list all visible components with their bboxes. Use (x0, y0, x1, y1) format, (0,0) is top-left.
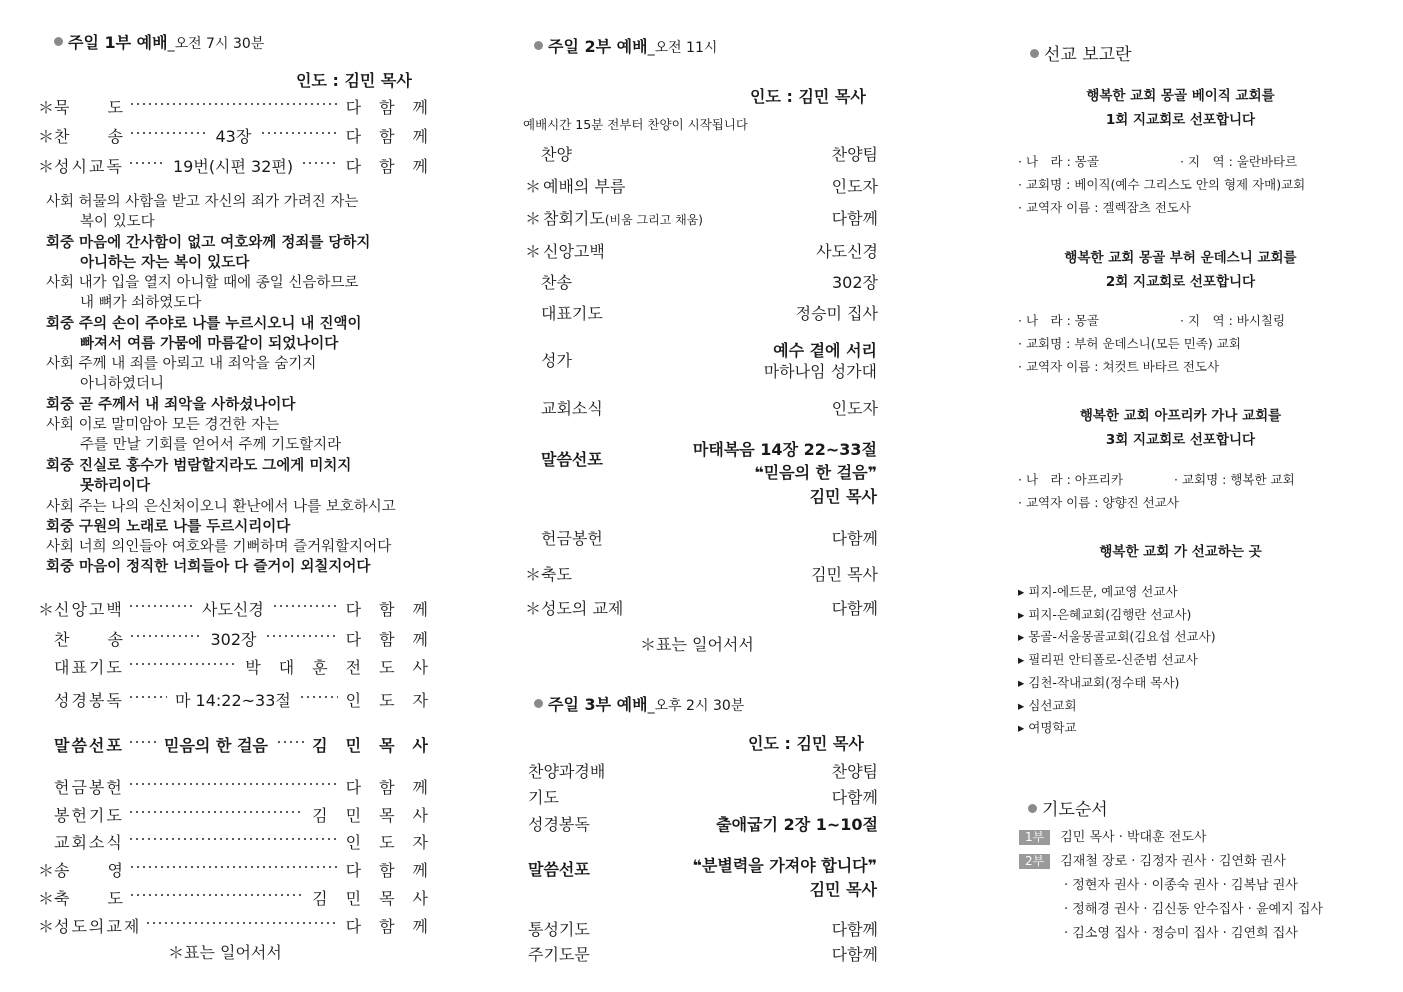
order-value: 인도자 (831, 177, 878, 196)
order-label (541, 142, 572, 165)
church-heading-sub: 1회 지교회로 선포합니다 (1105, 112, 1256, 128)
order-label: 성경봉독 (54, 691, 124, 710)
church-info-line: · 나 라 : 아프리카 (1018, 472, 1124, 487)
reading-text: 사회 주께 내 죄를 아뢰고 내 죄악을 숨기지 (46, 356, 317, 373)
service2-sermon-preacher: 김민 목사 (809, 487, 877, 506)
church-info-line: · 교회명 : 부허 운데스니(모든 민족) 교회 (1018, 336, 1241, 351)
bullet-icon (1028, 804, 1037, 813)
order-row (38, 688, 446, 710)
dot-leader (128, 783, 338, 785)
order-label: 신앙고백 (54, 600, 124, 619)
service-tag: 2부 (1019, 854, 1050, 869)
triangle-right-icon: ▸ (1018, 584, 1025, 599)
triangle-right-icon: ▸ (1018, 674, 1025, 690)
dot-leader (265, 635, 339, 637)
triangle-right-icon: ▸ (1018, 720, 1025, 736)
anthem-choir: 마하나임 성가대 (763, 362, 877, 381)
prayer-heading (1028, 795, 1108, 820)
order-row (523, 301, 878, 323)
service3-time: _오후 2시 30분 (647, 698, 745, 714)
order-value: 다함께 (345, 157, 446, 176)
order-row (523, 526, 878, 548)
reading-line (46, 537, 391, 557)
supported-item-text: 필리핀 안티폴로-신준범 선교사 (1028, 652, 1198, 668)
reading-text: 회중 마음에 간사함이 없고 여호와께 정죄를 당하지 (46, 234, 371, 251)
order-label (525, 174, 625, 197)
church-info-line: · 교역자 이름 : 겔렉잠츠 전도사 (1018, 200, 1191, 215)
order-value: 다함께 (831, 529, 878, 548)
church-heading: 행복한 교회 몽골 베이직 교회를 (1086, 88, 1275, 104)
mission-heading (1030, 40, 1132, 65)
prayer-names: · 정해경 권사 · 김신동 안수집사 · 윤예지 집사 (1064, 902, 1323, 917)
supported-heading: 행복한 교회 가 선교하는 곳 (1099, 544, 1262, 560)
order-label: 성도의교제 (54, 917, 142, 936)
order-row (38, 886, 446, 908)
bullet-icon (54, 37, 63, 46)
reading-line (46, 395, 295, 415)
reading-text: 사회 너희 의인들아 여호와를 기뻐하며 즐거워할지어다 (46, 539, 392, 556)
order-row (523, 239, 878, 261)
order-value: 김민 목사 (811, 565, 878, 584)
order-row (523, 562, 878, 584)
dot-leader (260, 132, 339, 134)
church-info-extra: · 교회명 : 행복한 교회 (1174, 472, 1295, 487)
order-row (38, 733, 446, 755)
reading-line (46, 354, 316, 394)
prayer-title: 기도순서 (1042, 800, 1108, 820)
reading-text: 사회 이로 말미암아 모든 경건한 자는 (46, 417, 280, 434)
order-label-text: 찬송 (541, 273, 572, 292)
anthem-title: 예수 곁에 서리 (773, 341, 877, 360)
order-row (38, 95, 446, 117)
reading-line (46, 497, 396, 517)
service3-sermon-preacher: 김민 목사 (809, 880, 877, 899)
prayer-names: 김재철 장로 · 김정자 권사 · 김연화 권사 (1060, 854, 1286, 869)
standing-mark: ＊ (525, 242, 542, 261)
order-label: 헌금봉헌 (54, 778, 124, 797)
order-detail: 사도신경 (202, 600, 264, 619)
triangle-right-icon: ▸ (1018, 629, 1025, 645)
order-label: 말씀선포 (54, 736, 124, 755)
dot-leader (145, 922, 338, 924)
supported-item (1018, 673, 1179, 691)
news-label: 교회소식 (541, 399, 603, 418)
prayer-names: 김민 목사 · 박대훈 전도사 (1060, 830, 1207, 845)
service-tag: 1부 (1019, 830, 1050, 845)
dot-leader (129, 103, 338, 105)
order-value: 찬양팀 (831, 145, 878, 164)
service2-sermon-label: 말씀선포 (541, 450, 603, 469)
service1-title: 주일 1부 예배 (68, 33, 168, 52)
order-row (523, 142, 878, 164)
order-row (528, 917, 878, 939)
order-label: 성시교독 (54, 157, 124, 176)
order-label (525, 562, 572, 585)
reading-text: 사회 허물의 사함을 받고 자신의 죄가 가려진 자는 (46, 194, 359, 210)
reading-text: 사회 주는 나의 은신처이오니 환난에서 나를 보호하시고 (46, 498, 396, 515)
reading-text: 회중 마음이 정직한 너희들아 다 즐거이 외칠지어다 (46, 559, 371, 576)
order-value: 다함께 (831, 945, 878, 964)
standing-mark: ＊ (38, 127, 55, 146)
order-label: 통성기도 (528, 920, 590, 939)
order-label: 봉헌기도 (54, 806, 124, 825)
order-value: 다함께 (345, 630, 446, 649)
order-label-text: 헌금봉헌 (541, 529, 603, 548)
reading-text: 회중 곧 주께서 내 죄악을 사하셨나이다 (46, 397, 296, 413)
order-row (523, 206, 878, 228)
order-value: 인도자 (345, 833, 446, 852)
reading-text: 회중 구원의 노래로 나를 두르시리이다 (46, 518, 291, 535)
order-label: 송 영 (54, 861, 125, 880)
order-label: 묵 도 (54, 98, 125, 117)
dot-leader (301, 162, 338, 164)
order-row (38, 627, 446, 649)
order-label (541, 301, 603, 324)
service3-sermon-title: ❝분별력을 가져야 합니다❞ (692, 856, 877, 875)
service3-leader: 인도 : 김민 목사 (748, 734, 864, 753)
supported-item-text: 심선교회 (1028, 697, 1077, 713)
service2-sermon-ref: 마태복음 14장 22~33절 (692, 440, 877, 459)
reading-line (46, 192, 358, 232)
supported-item-text: 몽골-서울몽골교회(김요섭 선교사) (1028, 629, 1216, 645)
order-row (38, 858, 446, 880)
order-value: 다함께 (831, 209, 878, 228)
supported-item (1018, 627, 1216, 645)
dot-leader (129, 635, 203, 637)
reading-line (46, 273, 358, 313)
order-row (38, 914, 446, 936)
bullet-icon (534, 699, 543, 708)
order-value: 박대훈전도사 (245, 658, 446, 677)
order-row (38, 803, 446, 825)
order-value: 다함께 (831, 788, 878, 807)
service2-title: 주일 2부 예배 (548, 37, 648, 56)
order-label-text: 축도 (541, 565, 572, 584)
dot-leader (129, 866, 338, 868)
prayer-row (1019, 850, 1286, 869)
order-label (541, 270, 572, 293)
prayer-row (1019, 826, 1206, 845)
reading-line (46, 415, 341, 455)
bullet-icon (534, 41, 543, 50)
order-detail: 302장 (210, 630, 257, 649)
reading-text-cont: 아니하였더니 (80, 376, 165, 393)
church-info-extra: · 지 역 : 울란바타르 (1180, 154, 1298, 169)
order-value: 다함께 (345, 127, 446, 146)
order-row (528, 812, 878, 834)
order-row (38, 597, 446, 619)
service3-sermon-label: 말씀선포 (528, 860, 590, 879)
standing-mark: ＊ (38, 917, 55, 936)
service2-leader: 인도 : 김민 목사 (750, 87, 866, 106)
service2-news (523, 396, 878, 418)
church-info-line: · 교역자 이름 : 양향진 선교사 (1018, 495, 1179, 510)
mission-title: 선교 보고란 (1044, 45, 1132, 65)
reading-line (46, 314, 361, 354)
order-label-text: 예배의 부름 (543, 177, 626, 196)
order-label (525, 239, 605, 262)
prayer-row (1064, 874, 1298, 893)
supported-item-text: 여명학교 (1028, 720, 1077, 736)
standing-mark: ＊ (525, 177, 542, 196)
reading-line (46, 557, 370, 577)
standing-mark: ＊ (38, 157, 55, 176)
standing-mark: ＊ (525, 209, 542, 228)
order-row (38, 655, 446, 677)
order-label: 교회소식 (54, 833, 124, 852)
dot-leader (128, 741, 156, 743)
order-row (523, 174, 878, 196)
order-value: 다함께 (345, 778, 446, 797)
dot-leader (276, 741, 304, 743)
order-value: 정승미 집사 (795, 304, 878, 323)
order-row (38, 775, 446, 797)
order-row (528, 785, 878, 807)
order-label: 주기도문 (528, 945, 590, 964)
order-value: 출애굽기 2장 1~10절 (716, 815, 878, 834)
order-label: 성경봉독 (528, 815, 590, 834)
order-label: 대표기도 (54, 658, 124, 677)
order-row (38, 124, 446, 146)
reading-text-cont: 내 뼈가 쇠하였도다 (80, 295, 202, 312)
prayer-row (1064, 922, 1298, 941)
order-value: 김민목사 (312, 889, 446, 908)
triangle-right-icon: ▸ (1018, 606, 1025, 622)
standing-mark: ＊ (38, 889, 55, 908)
order-label-text: 대표기도 (541, 304, 603, 323)
standing-mark: ＊ (525, 599, 542, 618)
dot-leader (272, 605, 338, 607)
service3-heading (534, 692, 744, 715)
order-label (525, 206, 703, 229)
dot-leader (129, 894, 304, 896)
order-value: 김민목사 (312, 806, 446, 825)
supported-item-text: 피지-에드문, 예교영 선교사 (1028, 584, 1178, 599)
supported-item-text: 김천-작내교회(정수태 목사) (1028, 674, 1180, 690)
church-info-line: · 나 라 : 몽골 (1018, 313, 1099, 328)
order-detail: 마 14:22~33절 (175, 691, 291, 710)
triangle-right-icon: ▸ (1018, 652, 1025, 668)
reading-text-cont: 아니하는 자는 복이 있도다 (80, 254, 250, 271)
order-label-text: 찬양 (541, 145, 572, 164)
reading-text-cont: 못하리이다 (80, 477, 151, 494)
order-value: 찬양팀 (831, 762, 878, 781)
order-row (38, 154, 446, 176)
order-label: 축 도 (54, 889, 125, 908)
dot-leader (128, 838, 338, 840)
service2-footnote: ＊표는 일어서서 (640, 635, 754, 654)
reading-text-cont: 주를 만날 기회를 얻어서 주께 기도할지라 (80, 437, 342, 454)
reading-text: 회중 진실로 홍수가 범람할지라도 그에게 미치지 (46, 457, 352, 474)
reading-line (46, 456, 351, 496)
order-label (525, 596, 623, 619)
service2-sermon-title: ❝믿음의 한 걸음❞ (754, 463, 877, 482)
order-label-text: 참회기도 (543, 209, 605, 228)
order-detail: 43장 (215, 127, 252, 146)
prayer-names: · 정현자 권사 · 이종숙 권사 · 김복남 권사 (1064, 878, 1298, 893)
anthem-label: 성가 (541, 351, 572, 370)
reading-line (46, 233, 370, 273)
church-heading: 행복한 교회 아프리카 가나 교회를 (1079, 408, 1282, 424)
order-value: 다함께 (831, 599, 878, 618)
service2-notice: 예배시간 15분 전부터 찬양이 시작됩니다 (523, 117, 748, 132)
church-heading-sub: 2회 지교회로 선포합니다 (1105, 274, 1256, 290)
supported-item (1018, 605, 1191, 623)
order-value: 다함께 (345, 98, 446, 117)
supported-item (1018, 582, 1178, 600)
order-value: 사도신경 (816, 242, 878, 261)
order-detail: 19번(시편 32편) (173, 157, 294, 176)
reading-text-cont: 빠져서 여름 가뭄에 마름같이 되었나이다 (80, 335, 339, 352)
reading-text: 회중 주의 손이 주야로 나를 누르시오니 내 진액이 (46, 315, 362, 332)
standing-mark: ＊ (38, 98, 55, 117)
dot-leader (299, 696, 338, 698)
bullet-icon (1030, 49, 1039, 58)
order-row (528, 942, 878, 964)
supported-item-text: 피지-은혜교회(김행란 선교사) (1028, 606, 1192, 622)
news-value: 인도자 (831, 399, 878, 418)
supported-item (1018, 696, 1077, 714)
dot-leader (129, 132, 208, 134)
order-value: 다함께 (345, 861, 446, 880)
service2-heading (534, 34, 717, 57)
dot-leader (128, 663, 237, 665)
church-heading-sub: 3회 지교회로 선포합니다 (1105, 432, 1256, 448)
dot-leader (128, 162, 165, 164)
dot-leader (128, 696, 167, 698)
standing-mark: ＊ (525, 565, 542, 584)
supported-item (1018, 718, 1077, 736)
order-value: 다함께 (345, 917, 446, 936)
triangle-right-icon: ▸ (1018, 697, 1025, 713)
reading-text: 사회 내가 입을 열지 아니할 때에 종일 신음하므로 (46, 275, 359, 292)
service3-title: 주일 3부 예배 (548, 695, 648, 714)
order-value: 다함께 (831, 920, 878, 939)
church-heading: 행복한 교회 몽골 부허 운데스니 교회를 (1064, 250, 1297, 266)
order-label-sub: (비움 그리고 채움) (604, 213, 703, 227)
church-info-extra: · 지 역 : 바시칠링 (1180, 313, 1286, 328)
reading-text-cont: 복이 있도다 (80, 214, 155, 230)
prayer-row (1064, 898, 1323, 917)
church-info-line: · 나 라 : 몽골 (1018, 154, 1099, 169)
service1-time: _오전 7시 30분 (167, 36, 265, 52)
order-row (523, 596, 878, 618)
order-label-text: 신앙고백 (543, 242, 605, 261)
order-row (528, 759, 878, 781)
service1-footnote: ＊표는 일어서서 (168, 943, 282, 962)
order-value: 인도자 (345, 691, 446, 710)
order-value: 김민목사 (312, 736, 446, 755)
order-detail: 믿음의 한 걸음 (164, 736, 268, 755)
dot-leader (128, 811, 304, 813)
service2-time: _오전 11시 (647, 40, 718, 56)
order-label: 찬 송 (54, 127, 125, 146)
standing-mark: ＊ (38, 600, 55, 619)
supported-item (1018, 650, 1198, 668)
order-row (523, 270, 878, 292)
standing-mark: ＊ (38, 861, 55, 880)
dot-leader (128, 605, 194, 607)
order-label: 찬 송 (54, 630, 125, 649)
order-row (38, 830, 446, 852)
church-info-line: · 교회명 : 베이직(예수 그리스도 안의 형제 자매)교회 (1018, 177, 1306, 192)
order-label (541, 526, 603, 549)
order-label-text: 성도의 교제 (541, 599, 624, 618)
service1-leader: 인도 : 김민 목사 (296, 71, 412, 90)
order-value: 다함께 (345, 600, 446, 619)
order-label: 찬양과경배 (528, 762, 606, 781)
service1-heading (54, 30, 264, 53)
prayer-names: · 김소영 집사 · 정승미 집사 · 김연희 집사 (1064, 926, 1298, 941)
order-label: 기도 (528, 788, 559, 807)
church-info-line: · 교역자 이름 : 쳐컷트 바타르 전도사 (1018, 359, 1220, 374)
order-value: 302장 (832, 273, 878, 292)
reading-line (46, 517, 290, 537)
